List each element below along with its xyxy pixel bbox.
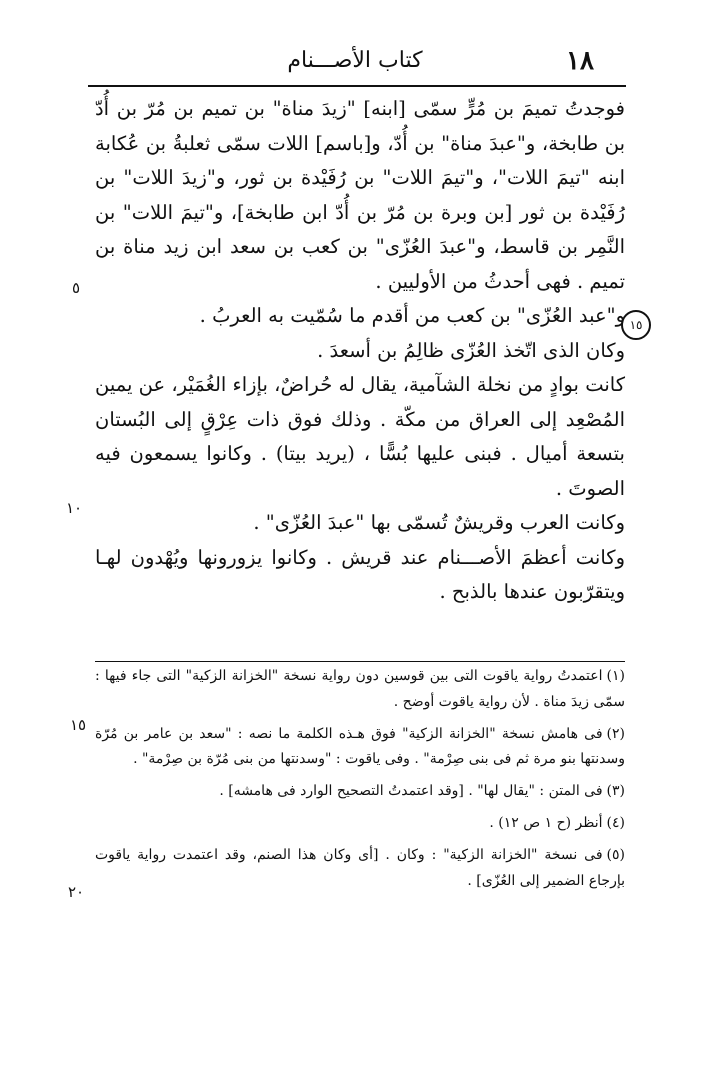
main-text	[95, 92, 625, 610]
paragraph: و"عبد العُزّى" بن كعب من أقدم ما سُمّيت به العربُ .	[199, 304, 625, 327]
footnotes	[95, 664, 625, 900]
line-number-10: ١٠	[66, 499, 83, 517]
footnote	[95, 664, 625, 716]
footnote-text: فى المتن : "يقال لها" . [وقد اعتمدتُ التصحيح الوارد فى هامشه] .	[219, 783, 603, 800]
footnote-text: أنظر (ح ١ ص ١٢) .	[489, 814, 603, 831]
footnote	[95, 843, 625, 895]
paragraph: فوجدتُ تميمَ بن مُرٍّ سمّى [ابنه] "زيدَ مناة" بن تميم بن مُرّ بن أُدّ بن طابخة، و"عبدَ مناة" بن أُدّ، و[باسم] اللات سمّى ثعلبةُ بن عُكابة ابنه "تيمَ اللات"، و"تيمَ اللات" بن رُفَيْدة بن ثور، و"زيدَ اللات" بن رُفَيْدة بن ثور [بن وبرة بن مُرّ بن أُدّ ابن طابخة]، و"تيمَ اللات" بن النَّمِر بن قاسط، و"عبدَ العُزّى" بن كعب بن سعد ابن زيد مناة بن تميم . فهى أحدثُ من الأوليين .	[95, 97, 625, 293]
footnote-text: اعتمدتُ رواية ياقوت التى بين قوسين دون رواية نسخة "الخزانة الزكية" التى جاء فيها : سمّى زيدَ مناة . لأن رواية ياقوت أوضح .	[95, 668, 625, 710]
paragraph: وكان الذى اتّخذ العُزّى ظالِمُ بن أسعدَ .	[317, 338, 625, 362]
footnote	[95, 722, 625, 774]
footnote-number: (٣)	[606, 783, 625, 800]
page-number: ١٨	[566, 46, 594, 76]
footnote-number: (٥)	[606, 846, 625, 863]
footnote-number: (١)	[606, 668, 625, 684]
footnote-text: فى نسخة "الخزانة الزكية" : وكان . [أى وكان هذا الصنم، وقد اعتمدت رواية ياقوت بإرجاع الضمير إلى العُزّى] .	[95, 846, 625, 889]
folio-marker: ١٥	[621, 310, 651, 340]
line-number-20: ٢٠	[68, 883, 85, 901]
paragraph: كانت بوادٍ من نخلة الشآمية، يقال له حُراضٌ، بإزاء الغُمَيْر، عن يمين المُصْعِد إلى العراق من مكّة . وذلك فوق ذات عِرْقٍ إلى البُستان بتسعة أميال . فبنى عليها بُسًّا ، (يريد بيتا) . وكانوا يسمعون فيه الصوتَ .	[95, 373, 625, 500]
footnote-rule	[95, 661, 625, 662]
footnote	[95, 779, 625, 805]
header-rule	[88, 85, 626, 87]
paragraph: وكانت العرب وقريشٌ تُسمّى بها "عبدَ العُزّى" .	[253, 511, 625, 534]
line-number-5: ٥	[72, 279, 81, 297]
footnote	[95, 811, 625, 837]
footnote-number: (٢)	[606, 725, 625, 742]
footnote-number: (٤)	[606, 814, 625, 831]
footnote-text: فى هامش نسخة "الخزانة الزكية" فوق هـذه الكلمة ما نصه : "سعد بن عامر بن مُرّة وسدنتها بنو مرة ثم فى بنى صِرْمة" . وفى ياقوت : "وسدنتها من بنى مُرّة بن صِرْمة" .	[95, 725, 625, 768]
running-title: كتاب الأصـــنام	[287, 48, 423, 73]
paragraph: وكانت أعظمَ الأصـــنام عند قريش . وكانوا يزورونها ويُهْدون لهـا ويتقرّبون عندها بالذبح .	[95, 545, 625, 603]
line-number-15: ١٥	[70, 716, 87, 734]
